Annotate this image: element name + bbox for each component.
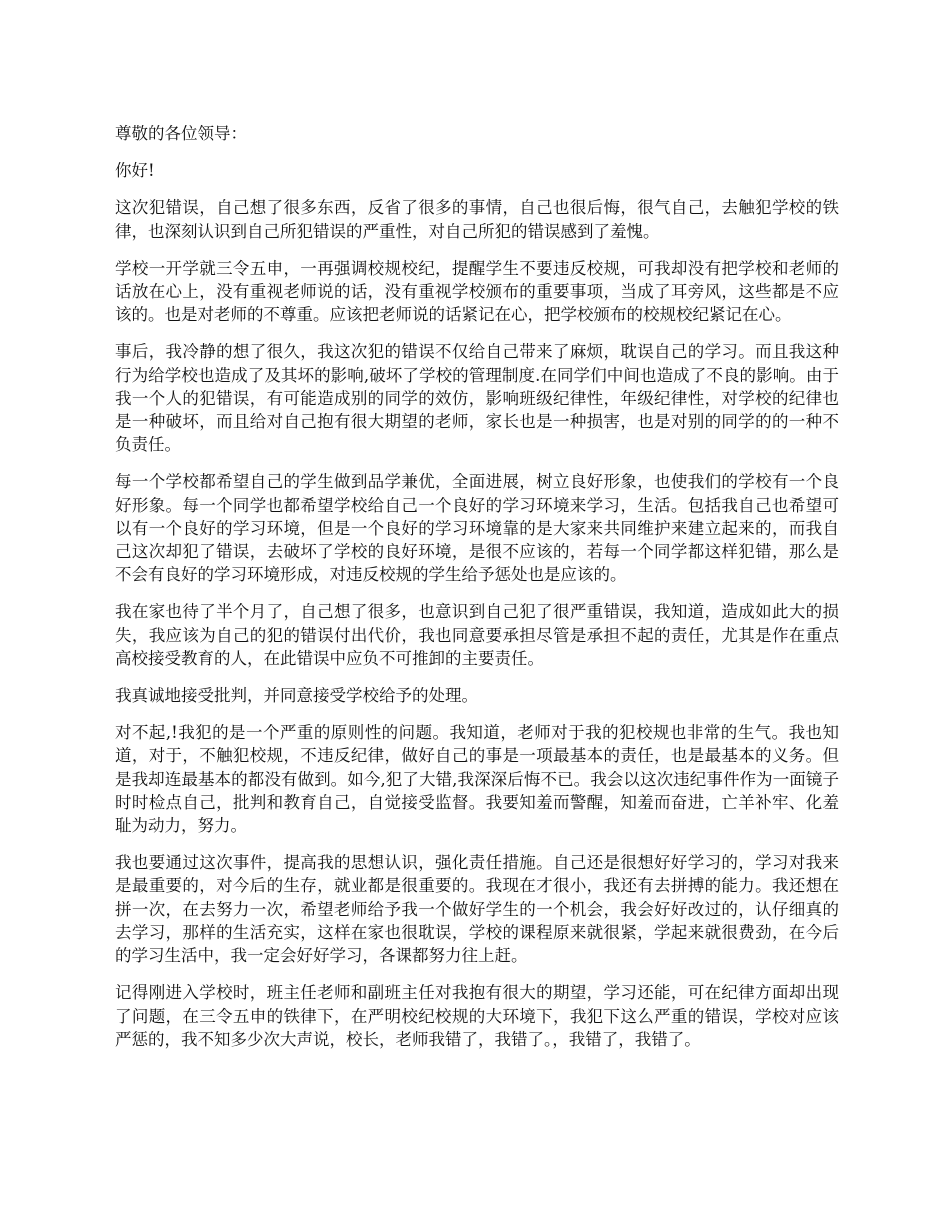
paragraph-8: 我也要通过这次事件，提高我的思想认识，强化责任措施。自己还是很想好好学习的，学习对我来是最重要的，对今后的生存，就业都是很重要的。我现在才很小，我还有去拼搏的能力。我还想在拼一次，在去努力一次，希望老师给予我一个做好学生的一个机会，我会好好改过的，认仔细真的去学习，那样的生活充实，这样在家也很耽误，学校的课程原来就很紧，学起来就很费劲，在今后的学习生活中，我一定会好好学习，各课都努力往上赶。 xyxy=(115,853,839,966)
paragraph-1: 这次犯错误，自己想了很多东西，反省了很多的事情，自己也很后悔，很气自己，去触犯学校的铁律，也深刻认识到自己所犯错误的严重性，对自己所犯的错误感到了羞愧。 xyxy=(115,198,839,241)
greeting: 你好! xyxy=(115,161,155,181)
paragraph-3: 事后，我冷静的想了很久，我这次犯的错误不仅给自己带来了麻烦，耽误自己的学习。而且我这种行为给学校也造成了及其坏的影响,破坏了学校的管理制度.在同学们中间也造成了不良的影响。由于我一个人的犯错误，有可能造成别的同学的效仿，影响班级纪律性，年级纪律性，对学校的纪律也是一种破坏，而且给对自己抱有很大期望的老师，家长也是一种损害，也是对别的同学的的一种不负责任。 xyxy=(115,342,839,455)
paragraph-6: 我真诚地接受批判，并同意接受学校给予的处理。 xyxy=(115,686,478,706)
paragraph-4: 每一个学校都希望自己的学生做到品学兼优，全面进展，树立良好形象，也使我们的学校有一个良好形象。每一个同学也都希望学校给自己一个良好的学习环境来学习，生活。包括我自己也希望可以有一个良好的学习环境，但是一个良好的学习环境靠的是大家来共同维护来建立起来的，而我自己这次却犯了错误，去破坏了学校的良好环境，是很不应该的，若每一个同学都这样犯错，那么是不会有良好的学习环境形成，对违反校规的学生给予惩处也是应该的。 xyxy=(115,472,839,585)
paragraph-2: 学校一开学就三令五申，一再强调校规校纪，提醒学生不要违反校规，可我却没有把学校和老师的话放在心上，没有重视老师说的话，没有重视学校颁布的重要事项，当成了耳旁风，这些都是不应该的。也是对老师的不尊重。应该把老师说的话紧记在心，把学校颁布的校规校纪紧记在心。 xyxy=(115,258,839,325)
paragraph-9: 记得刚进入学校时，班主任老师和副班主任对我抱有很大的期望，学习还能，可在纪律方面却出现了问题，在三令五申的铁律下，在严明校纪校规的大环境下，我犯下这么严重的错误，学校对应该严惩的，我不知多少次大声说，校长，老师我错了，我错了。，我错了，我错了。 xyxy=(115,983,839,1049)
paragraph-5: 我在家也待了半个月了，自己想了很多，也意识到自己犯了很严重错误，我知道，造成如此大的损失，我应该为自己的犯的错误付出代价，我也同意要承担尽管是承担不起的责任，尤其是作在重点高校接受教育的人，在此错误中应负不可推卸的主要责任。 xyxy=(115,602,839,668)
salutation: 尊敬的各位领导： xyxy=(115,124,247,143)
paragraph-7: 对不起,!我犯的是一个严重的原则性的问题。我知道，老师对于我的犯校规也非常的生气。我也知道，对于，不触犯校规，不违反纪律，做好自己的事是一项最基本的责任，也是最基本的义务。但是我却连最基本的都没有做到。如今,犯了大错,我深深后悔不已。我会以这次违纪事件作为一面镜子时时检点自己，批判和教育自己，自觉接受监督。我要知羞而警醒，知羞而奋进，亡羊补牢、化羞耻为动力，努力。 xyxy=(115,723,839,836)
letter-document xyxy=(115,122,839,1065)
